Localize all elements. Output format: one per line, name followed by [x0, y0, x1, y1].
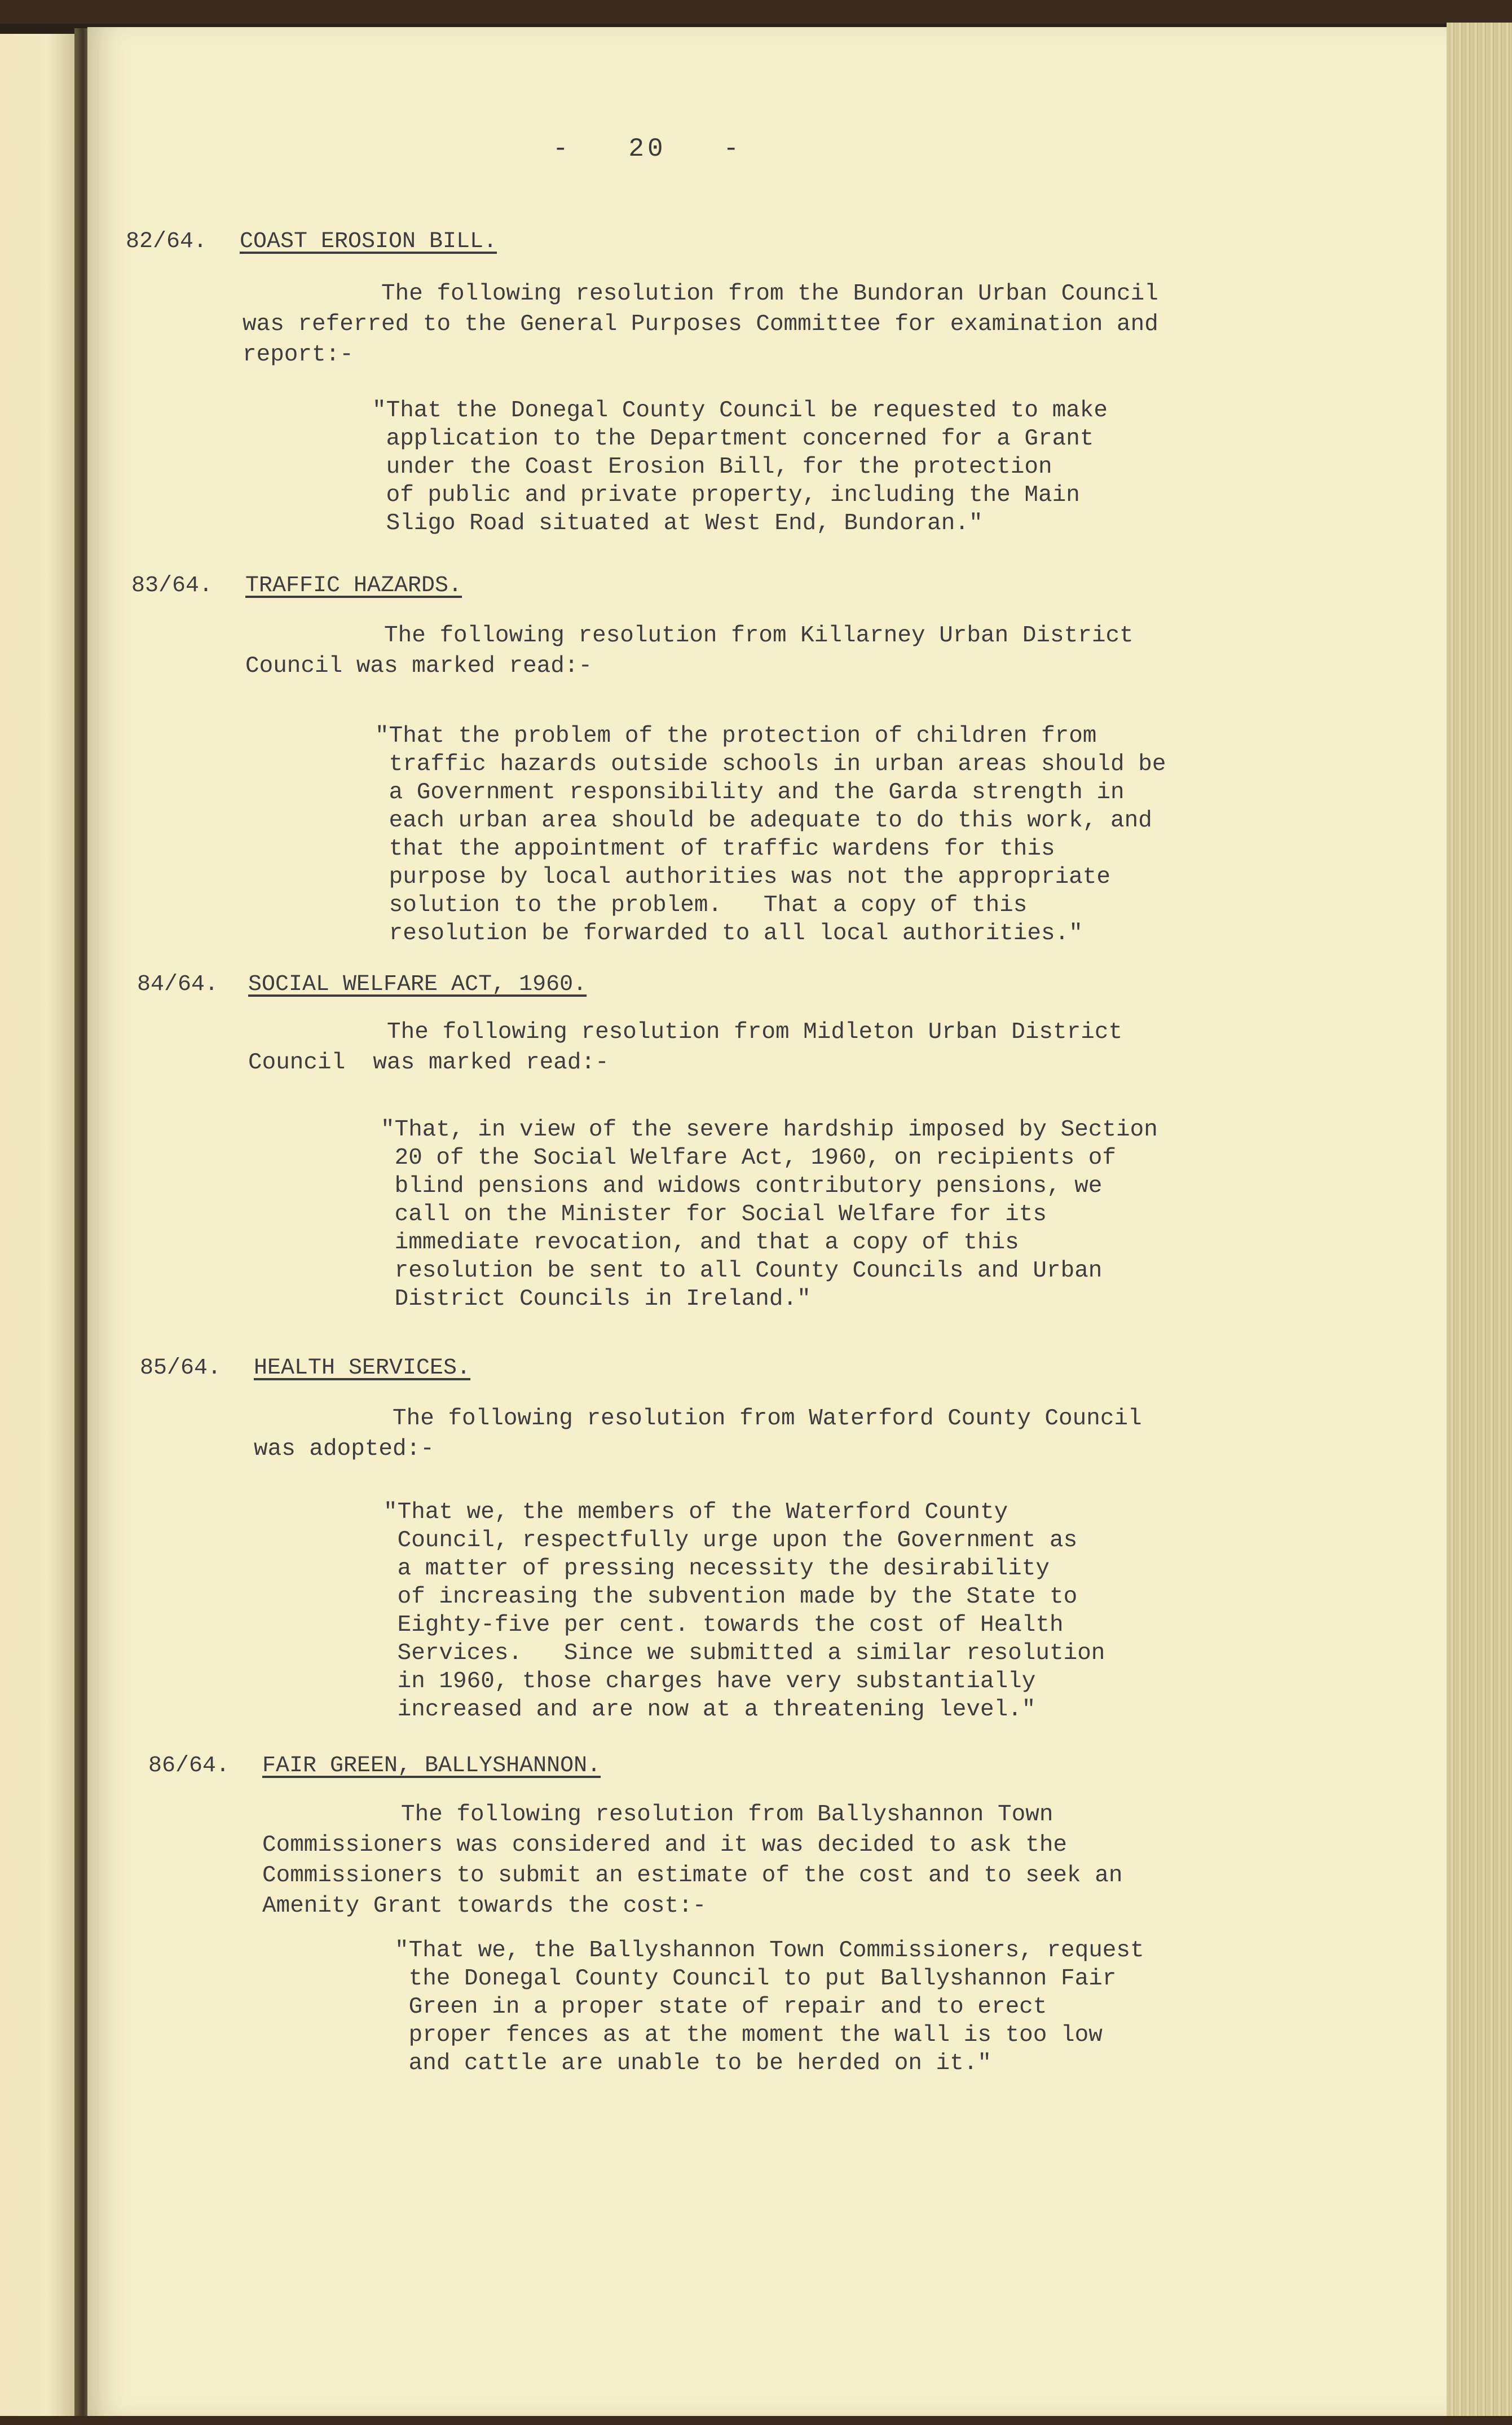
- page-stack-edge: [1447, 23, 1512, 2420]
- item-title: SOCIAL WELFARE ACT, 1960.: [248, 972, 587, 997]
- item-number: 86/64.: [148, 1753, 230, 1779]
- facing-page-edge: [0, 34, 79, 2417]
- item-title: TRAFFIC HAZARDS.: [245, 573, 462, 598]
- item-quote: "That the problem of the protection of children from traffic hazards outside schools in urban areas should be a Government responsibility and the Garda strength in each urban area should be adequate to do this work, and that the appointment of traffic wardens for this purpose by local authorities was not the appropriate solution to the problem. That a copy of this resolution be forwarded to all local authorities.": [375, 723, 1166, 947]
- item-number: 83/64.: [131, 573, 213, 598]
- item-intro: The following resolution from Killarney Urban District Council was marked read:-: [245, 623, 1134, 679]
- item-intro: The following resolution from Ballyshannon Town Commissioners was considered and it was decided to ask the Commissioners to submit an estimate of the cost and to seek an Amenity Grant towards the cost:-: [262, 1802, 1123, 1919]
- document-page: [87, 27, 1447, 2416]
- item-quote: "That, in view of the severe hardship imposed by Section 20 of the Social Welfare Act, 1960, on recipients of blind pensions and widows contributory pensions, we call on the Minister for Social Welfare for its immediate revocation, and that a copy of this resolution be sent to all County Councils and Urban District Councils in Ireland.": [381, 1117, 1158, 1312]
- item-quote: "That we, the members of the Waterford County Council, respectfully urge upon the Government as a matter of pressing necessity the desirability of increasing the subvention made by the State to Eighty-five per cent. towards the cost of Health Services. Since we submitted a similar resolution in 1960, those charges have very substantially increased and are now at a threatening level.": [383, 1499, 1105, 1723]
- item-number: 82/64.: [126, 229, 208, 254]
- book-top-edge: [0, 0, 1512, 24]
- item-intro: The following resolution from Midleton Urban District Council was marked read:-: [248, 1019, 1123, 1076]
- item-intro: The following resolution from the Bundoran Urban Council was referred to the General Purposes Committee for examination and report:-: [243, 281, 1158, 368]
- page-number: - 20 -: [553, 134, 743, 164]
- book-bottom-edge: [0, 2416, 1512, 2425]
- item-title: FAIR GREEN, BALLYSHANNON.: [262, 1753, 601, 1779]
- item-number: 85/64.: [140, 1355, 222, 1381]
- item-intro: The following resolution from Waterford County Council was adopted:-: [254, 1406, 1142, 1462]
- item-quote: "That we, the Ballyshannon Town Commissioners, request the Donegal County Council to put Ballyshannon Fair Green in a proper state of repair and to erect proper fences as at the moment the wall is too low and cattle are unable to be herded on it.": [395, 1938, 1144, 2076]
- item-title: COAST EROSION BILL.: [240, 229, 497, 254]
- item-quote: "That the Donegal County Council be requested to make application to the Department concerned for a Grant under the Coast Erosion Bill, for the protection of public and private property, including the Main Sligo Road situated at West End, Bundoran.": [372, 398, 1108, 536]
- item-title: HEALTH SERVICES.: [254, 1355, 471, 1381]
- item-number: 84/64.: [137, 972, 219, 997]
